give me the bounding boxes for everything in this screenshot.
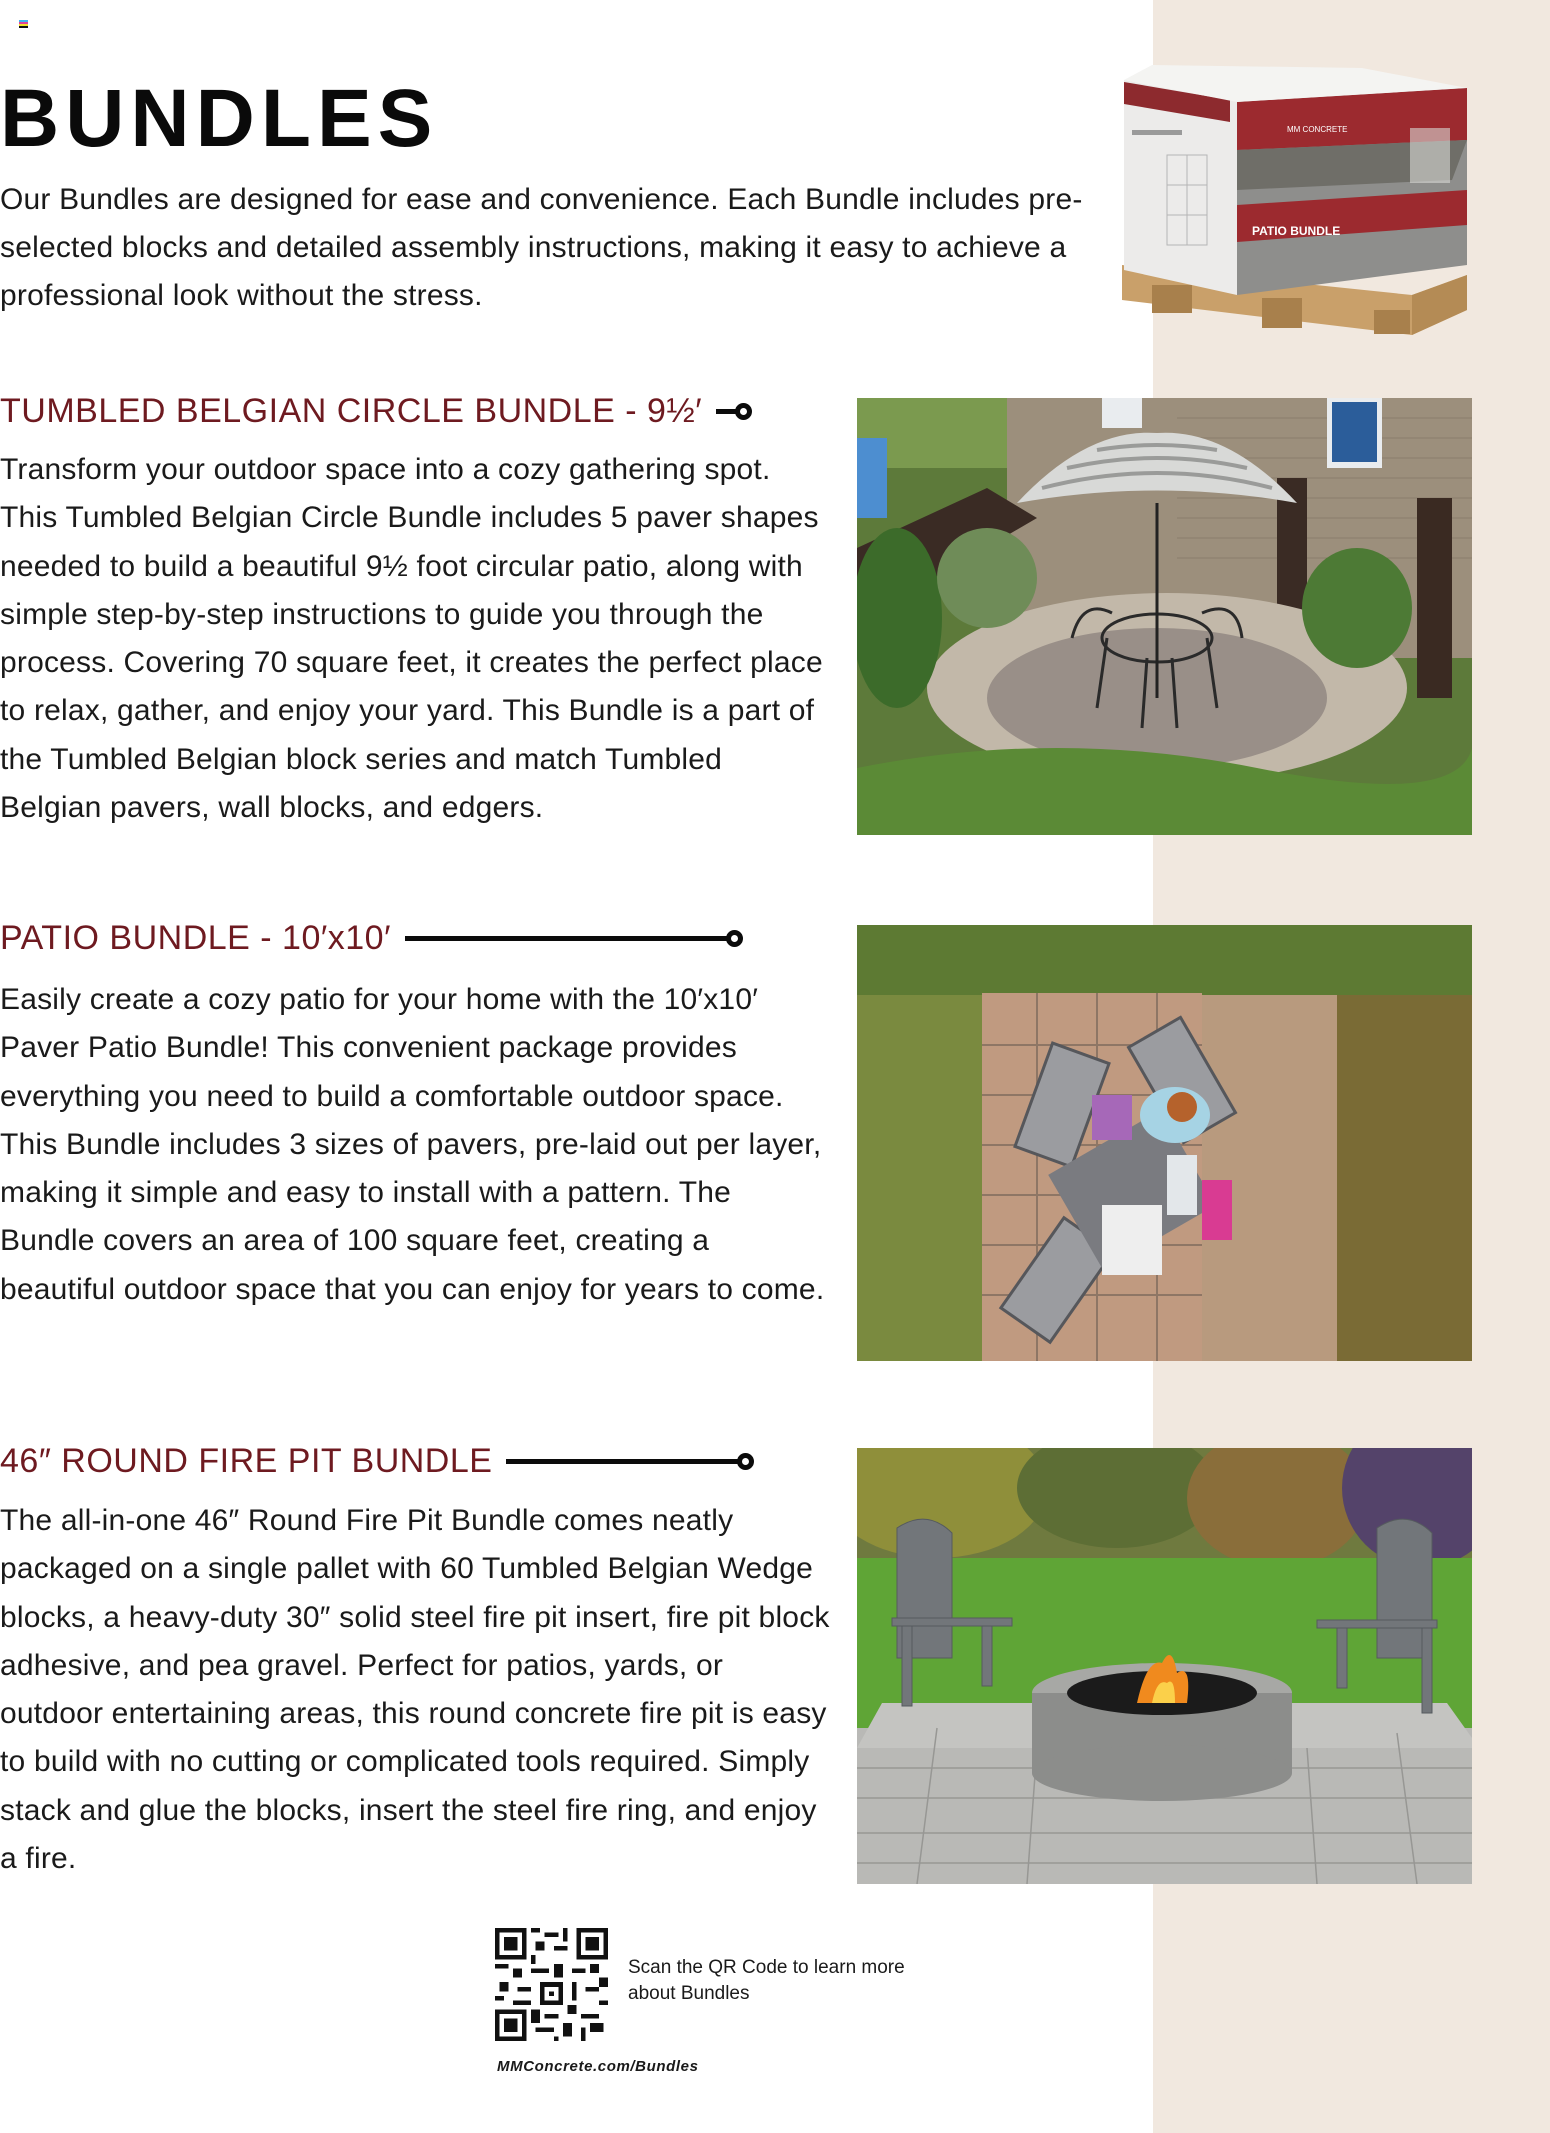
connector-node-icon — [735, 403, 752, 420]
qr-code[interactable] — [495, 1928, 608, 2041]
fire-pit-bundle-description: The all-in-one 46″ Round Fire Pit Bundle comes neatly packaged on a single pallet with 60 Tumbled Belgian Wedge blocks, a heavy-duty 30″ solid steel fire pit insert, fire pit block adhesive, and pea gravel. Perfect for patios, yards, or outdoor entertaining areas, this round concrete fire pit is easy to build with no cutting or complicated tools required. Simply stack and glue the blocks, insert the steel fire ring, and enjoy a fire. — [0, 1504, 830, 1876]
patio-bundle-photo — [857, 925, 1472, 1361]
connector-line — [716, 403, 752, 420]
fire-pit-bundle-title: 46″ ROUND FIRE PIT BUNDLE — [0, 1441, 493, 1480]
svg-text:PATIO BUNDLE: PATIO BUNDLE — [1252, 224, 1341, 238]
patio-bundle-pallet-image — [1112, 60, 1472, 340]
circle-bundle-title: TUMBLED BELGIAN CIRCLE BUNDLE - 9½′ — [0, 391, 703, 430]
patio-bundle-description: Easily create a cozy patio for your home with the 10′x10′ Paver Patio Bundle! This convenient package provides everything you need to build a comfortable outdoor space. This Bundle includes 3 sizes of pavers, pre-laid out per layer, making it simple and easy to install with a pattern. The Bundle covers an area of 100 square feet, creating a beautiful outdoor space that you can enjoy for years to come. — [0, 983, 825, 1306]
print-registration-mark — [19, 20, 28, 28]
qr-caption: Scan the QR Code to learn more about Bundles — [628, 1957, 905, 2004]
patio-bundle-title: PATIO BUNDLE - 10′x10′ — [0, 918, 391, 957]
section-heading-circle-bundle — [0, 389, 752, 433]
connector-node-icon — [726, 930, 743, 947]
intro-paragraph: Our Bundles are designed for ease and convenience. Each Bundle includes pre-selected blocks and detailed assembly instructions, making it easy to achieve a professional look without the stress. — [0, 183, 1083, 312]
circle-patio-photo — [857, 398, 1472, 835]
connector-node-icon — [737, 1453, 754, 1470]
section-heading-fire-pit-bundle — [0, 1439, 754, 1483]
page-title: BUNDLES — [0, 73, 439, 164]
website-link[interactable]: MMConcrete.com/Bundles — [497, 2058, 699, 2075]
fire-pit-photo — [857, 1448, 1472, 1884]
circle-bundle-description: Transform your outdoor space into a cozy gathering spot. This Tumbled Belgian Circle Bundle includes 5 paver shapes needed to build a beautiful 9½ foot circular patio, along with simple step-by-step instructions to guide you through the process. Covering 70 square feet, it creates the perfect place to relax, gather, and enjoy your yard. This Bundle is a part of the Tumbled Belgian block series and match Tumbled Belgian pavers, wall blocks, and edgers. — [0, 453, 823, 825]
svg-text:MM CONCRETE: MM CONCRETE — [1287, 125, 1348, 134]
connector-line — [506, 1453, 754, 1470]
section-heading-patio-bundle — [0, 916, 743, 960]
connector-line — [405, 930, 743, 947]
